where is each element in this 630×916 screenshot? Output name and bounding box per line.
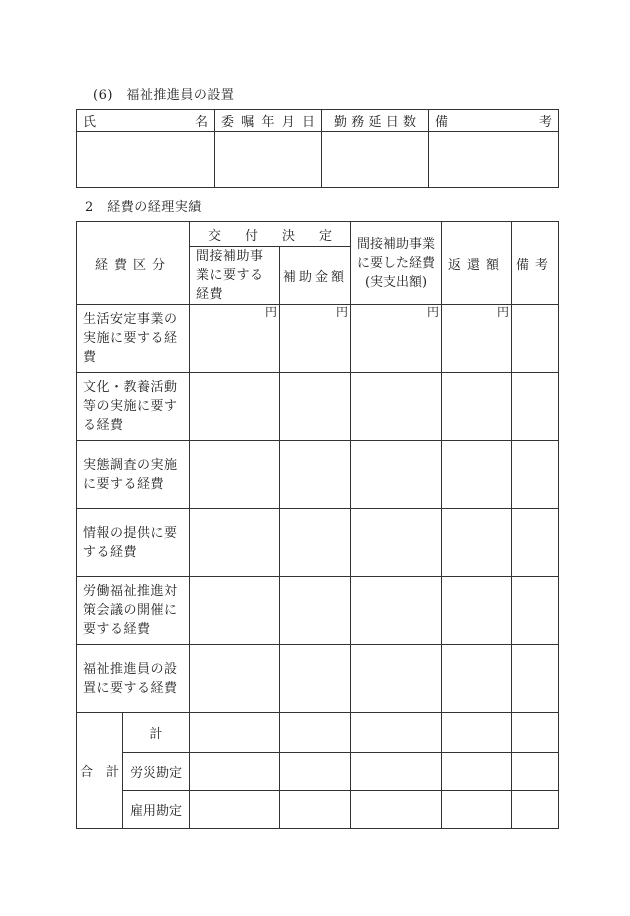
row-label: 生活安定事業の実施に要する経費 [77, 305, 190, 373]
header-char: 決 [281, 228, 295, 244]
cell[interactable] [351, 509, 442, 577]
total-sum-label: 計 [123, 713, 190, 753]
cell[interactable] [351, 441, 442, 509]
header-char: 交 [208, 228, 222, 244]
table-row [77, 577, 559, 645]
cell[interactable] [442, 753, 512, 791]
cell[interactable] [280, 753, 351, 791]
cell[interactable] [512, 305, 559, 373]
section-6-heading: (6) 福祉推進員の設置 [93, 88, 235, 103]
row-label: 文化・教養活動等の実施に要する経費 [77, 373, 190, 441]
header-char: 年 [261, 115, 275, 130]
header-char: 勤 [334, 115, 348, 130]
header-char: 考 [538, 115, 552, 130]
cell[interactable] [351, 577, 442, 645]
cell[interactable] [512, 509, 559, 577]
cell[interactable] [280, 713, 351, 753]
header-char: 月 [281, 115, 295, 130]
cell[interactable] [512, 713, 559, 753]
yen-unit: 円 [427, 305, 440, 319]
header-appointment-date [215, 110, 322, 132]
cell[interactable] [351, 713, 442, 753]
header-subsidy-amount: 補助金額 [280, 247, 351, 305]
cell[interactable] [190, 305, 280, 373]
table-row [77, 509, 559, 577]
cell[interactable] [442, 373, 512, 441]
header-name [77, 110, 215, 132]
yen-unit: 円 [336, 305, 349, 319]
cell[interactable] [190, 753, 280, 791]
header-actual-expense: (実支出額) [364, 274, 428, 290]
cell[interactable] [442, 577, 512, 645]
cell[interactable] [280, 509, 351, 577]
header-remarks-2: 備考 [512, 222, 559, 305]
header-indirect-cost-spent: 間接補助事業に要した経費 (実支出額) [351, 222, 442, 305]
cell[interactable] [190, 441, 280, 509]
yen-unit: 円 [497, 305, 510, 319]
cell[interactable] [190, 373, 280, 441]
header-char: 氏 [83, 115, 97, 130]
cell[interactable] [442, 305, 512, 373]
cell[interactable] [512, 373, 559, 441]
cell[interactable] [280, 791, 351, 829]
section-2-heading: 2 経費の経理実績 [85, 200, 202, 215]
cell[interactable] [442, 645, 512, 713]
cell-remarks[interactable] [429, 132, 559, 188]
cell[interactable] [512, 791, 559, 829]
cell[interactable] [512, 645, 559, 713]
cell[interactable] [512, 577, 559, 645]
cell[interactable] [280, 305, 351, 373]
cell[interactable] [280, 577, 351, 645]
total-workers-accident-label: 労災勘定 [123, 753, 190, 791]
header-remarks [429, 110, 559, 132]
expense-table [76, 221, 559, 829]
cell[interactable] [280, 441, 351, 509]
cell[interactable] [351, 305, 442, 373]
header-refund: 返還額 [442, 222, 512, 305]
cell[interactable] [442, 509, 512, 577]
row-label: 実態調査の実施に要する経費 [77, 441, 190, 509]
cell[interactable] [351, 753, 442, 791]
header-char: 務 [351, 115, 365, 130]
table-row [77, 305, 559, 373]
header-char: 備 [435, 115, 449, 130]
header-char: 委 [221, 115, 235, 130]
header-char: 日 [301, 115, 315, 130]
cell[interactable] [351, 645, 442, 713]
cell[interactable] [190, 645, 280, 713]
header-char: 嘱 [241, 115, 255, 130]
cell[interactable] [280, 373, 351, 441]
cell[interactable] [442, 713, 512, 753]
yen-unit: 円 [265, 305, 278, 319]
cell-name[interactable] [77, 132, 215, 188]
cell[interactable] [190, 713, 280, 753]
row-label: 情報の提供に要する経費 [77, 509, 190, 577]
cell[interactable] [351, 373, 442, 441]
cell[interactable] [351, 791, 442, 829]
row-label: 福祉推進員の設置に要する経費 [77, 645, 190, 713]
welfare-promoter-table [76, 109, 559, 188]
total-employment-label: 雇用勘定 [123, 791, 190, 829]
row-label: 労働福祉推進対策会議の開催に要する経費 [77, 577, 190, 645]
header-indirect-cost-required: 間接補助事業に要する経費 [190, 247, 280, 305]
cell[interactable] [190, 791, 280, 829]
total-label: 合 計 [77, 713, 123, 829]
cell[interactable] [512, 753, 559, 791]
header-category: 経費区分 [77, 222, 190, 305]
header-char: 数 [402, 115, 416, 130]
header-grant-decision [190, 222, 351, 247]
cell[interactable] [442, 441, 512, 509]
table-row [77, 441, 559, 509]
header-working-days [322, 110, 429, 132]
cell-appointment-date[interactable] [215, 132, 322, 188]
cell-working-days[interactable] [322, 132, 429, 188]
cell[interactable] [512, 441, 559, 509]
cell[interactable] [190, 577, 280, 645]
cell[interactable] [442, 791, 512, 829]
header-char: 日 [385, 115, 399, 130]
table-row [77, 373, 559, 441]
header-char: 定 [318, 228, 332, 244]
header-char: 付 [245, 228, 259, 244]
cell[interactable] [190, 509, 280, 577]
header-char: 延 [368, 115, 382, 130]
header-char: 名 [194, 115, 208, 130]
table-row [77, 645, 559, 713]
cell[interactable] [280, 645, 351, 713]
